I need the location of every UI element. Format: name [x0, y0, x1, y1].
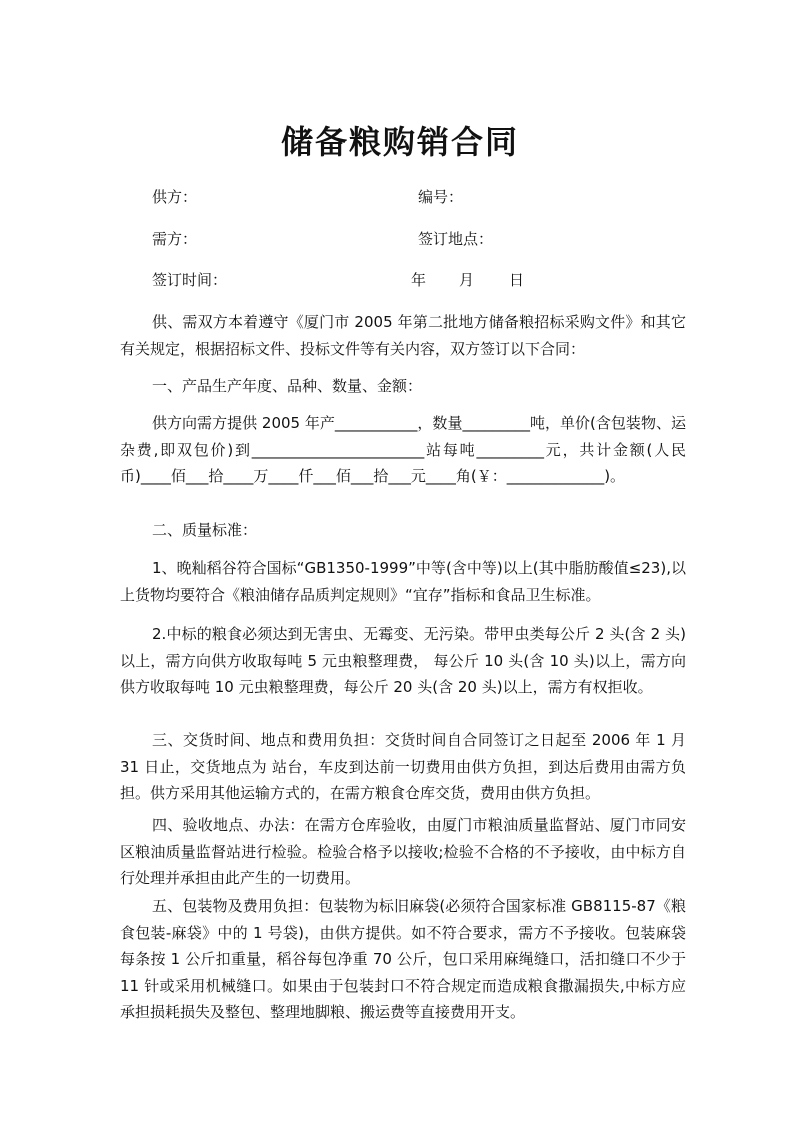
- date-month-label: 月: [459, 271, 475, 289]
- section-1-paragraph: 供方向需方提供 2005 年产___________，数量_________吨，单价(含包装物、运杂费,即双包价)到_______________________站每吨_________元，共计金额(人民币)____佰___拾____万____仟___佰___拾___元____角(￥：_____________)。: [120, 414, 686, 485]
- quality-clause-1: 1、晚籼稻谷符合国标“GB1350-1999”中等(含中等)以上(其中脂肪酸值≤23),以上货物均要符合《粮油储存品质判定规则》“宜存”指标和食品卫生标准。: [120, 559, 686, 604]
- section-2-heading: 二、质量标准：: [152, 521, 258, 539]
- section-3-paragraph: 三、交货时间、地点和费用负担：交货时间自合同签订之日起至 2006 年 1 月 31 日止，交货地点为 站台，车皮到达前一切费用由供方负担，到达后费用由需方负担。供方采用其他运输方式的，在需方粮食仓库交货，费用由供方负担。: [120, 731, 686, 802]
- section-1-heading: 一、产品生产年度、品种、数量、金额：: [152, 377, 423, 395]
- section-4-paragraph: 四、验收地点、办法：在需方仓库验收，由厦门市粮油质量监督站、厦门市同安区粮油质量监督站进行检验。检验合格予以接收;检验不合格的不予接收，由中标方自行处理并承担由此产生的一切费用。: [120, 816, 686, 887]
- buyer-label: 需方：: [152, 230, 198, 248]
- sign-place-label: 签订地点：: [418, 230, 494, 248]
- document-title: 储备粮购销合同: [280, 123, 519, 161]
- contract-number-label: 编号：: [418, 188, 464, 206]
- date-day-label: 日: [509, 271, 525, 289]
- quality-clause-2: 2.中标的粮食必须达到无害虫、无霉变、无污染。带甲虫类每公斤 2 头(含 2 头)以上，需方向供方收取每吨 5 元虫粮整理费， 每公斤 10 头(含 10 头)以上，需方向供方收取每吨 10 元虫粮整理费，每公斤 20 头(含 20 头)以上，需方有权拒收。: [120, 625, 686, 696]
- sign-time-label: 签订时间：: [152, 271, 228, 289]
- supplier-label: 供方：: [152, 188, 198, 206]
- section-5-paragraph: 五、包装物及费用负担：包装物为标旧麻袋(必须符合国家标准 GB8115-87《粮食包装-麻袋》中的 1 号袋)，由供方提供。如不符合要求，需方不予接收。包装麻袋每条按 1 公斤扣重量，稻谷每包净重 70 公斤，包口采用麻绳缝口，活扣缝口不少于 11 针或采用机械缝口。如果由于包装封口不符合规定而造成粮食撒漏损失,中标方应承担损耗损失及整包、整理地脚粮、搬运费等直接费用开支。: [120, 897, 686, 1021]
- preamble-paragraph: 供、需双方本着遵守《厦门市 2005 年第二批地方储备粮招标采购文件》和其它有关规定，根据招标文件、投标文件等有关内容，双方签订以下合同：: [120, 313, 686, 358]
- date-year-label: 年: [411, 271, 427, 289]
